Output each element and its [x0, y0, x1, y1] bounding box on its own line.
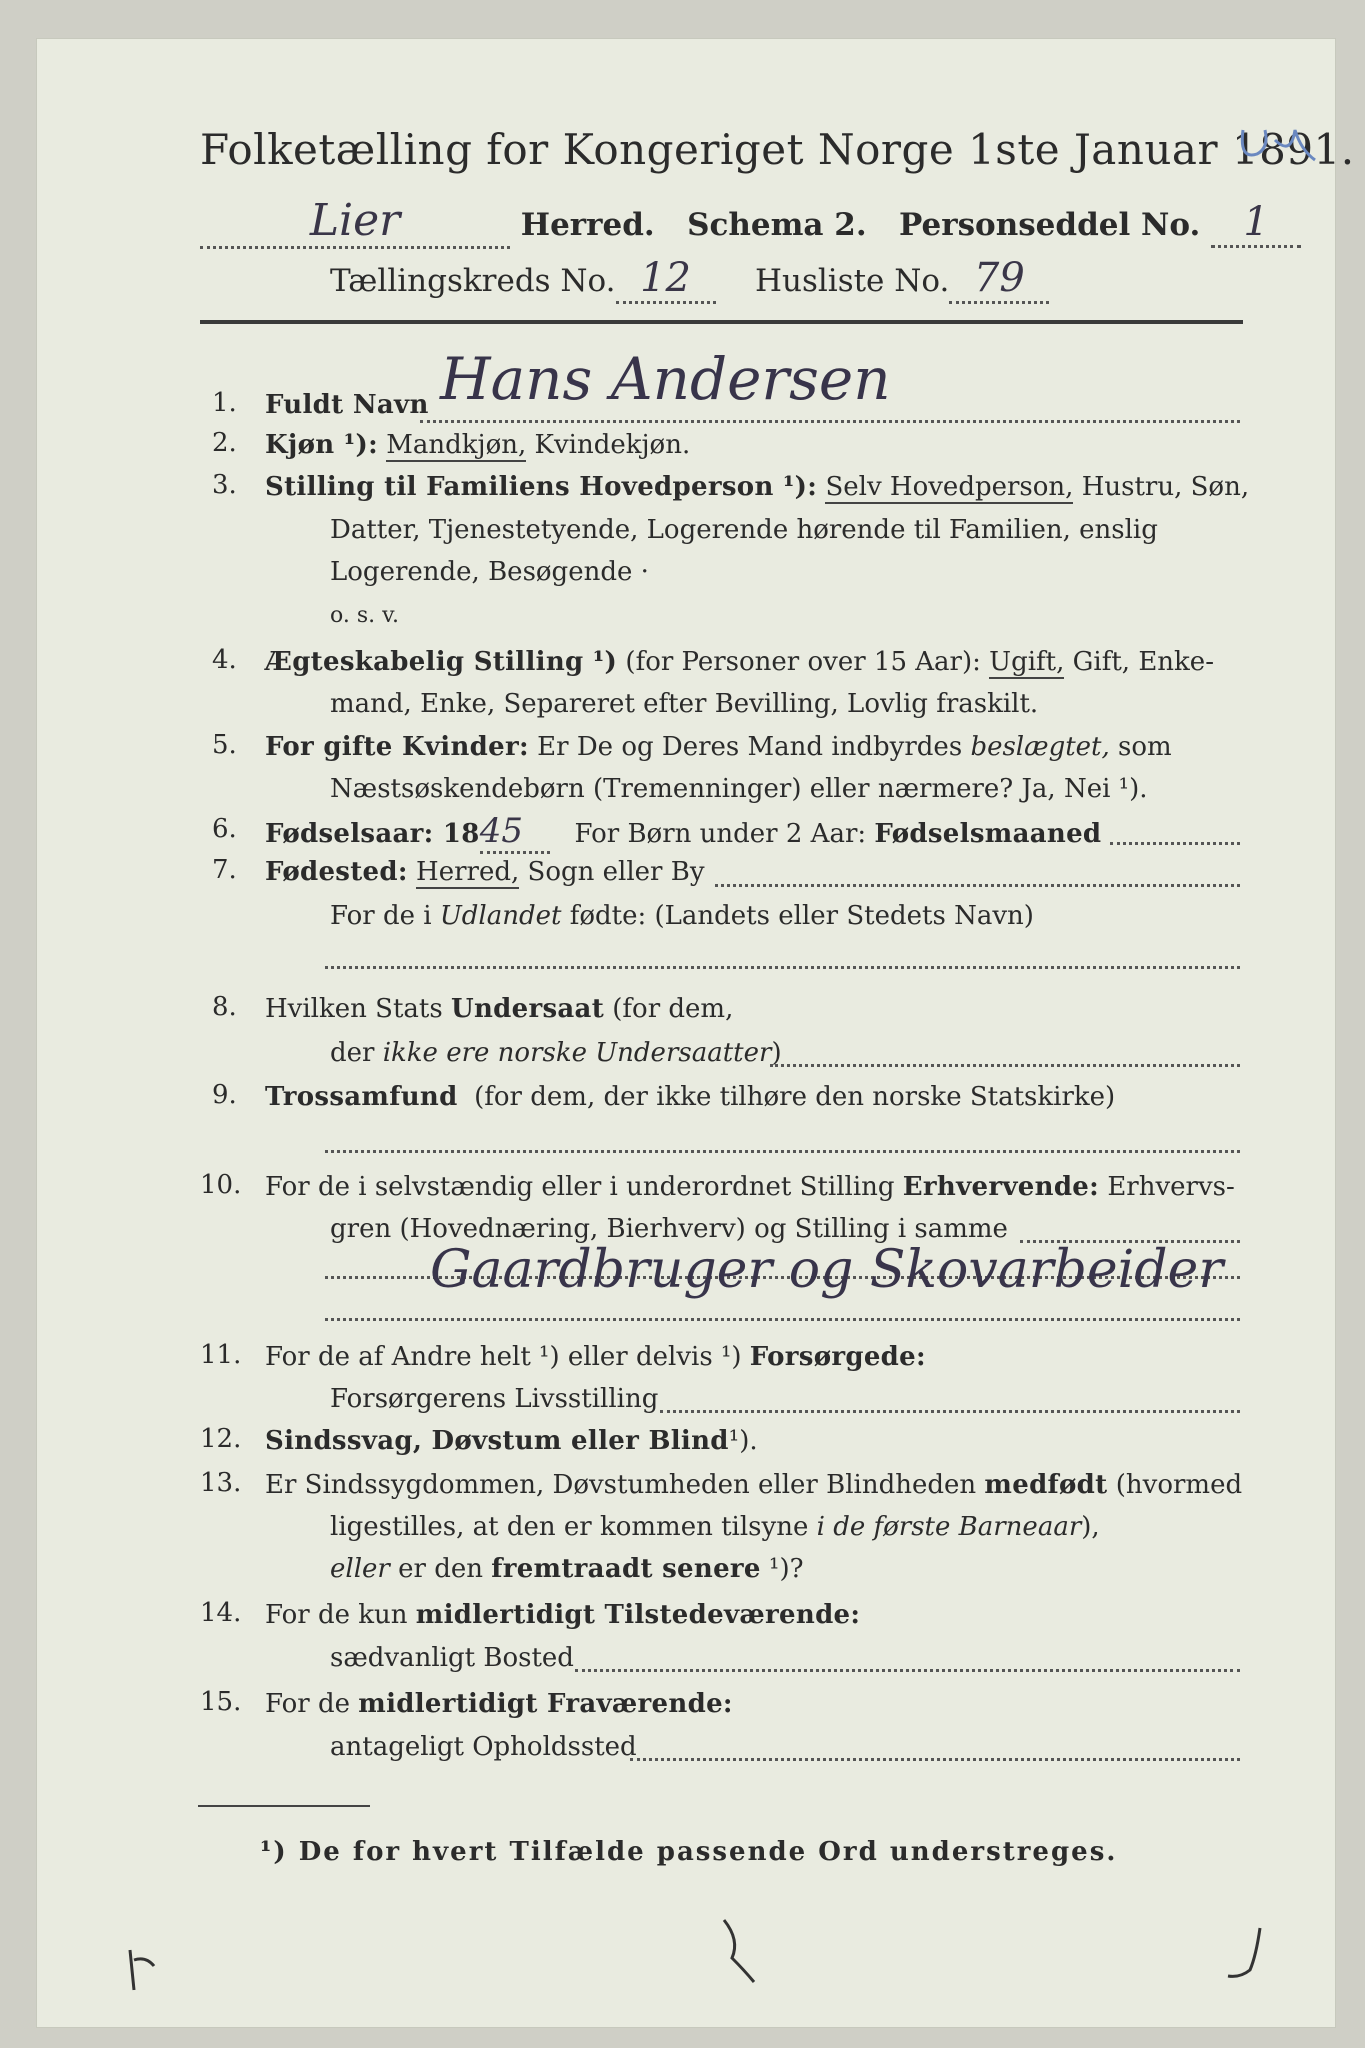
q10-label: Erhvervende: — [902, 1172, 1100, 1202]
personseddel-label: Personseddel No. — [899, 207, 1201, 243]
q10-answer: Gaardbruger og Skovarbeider — [430, 1240, 1224, 1300]
q13-line2-a: ligestilles, at den er kommen tilsyne — [330, 1512, 809, 1542]
q15-dotline — [630, 1758, 1240, 1761]
husliste-label: Husliste No. — [754, 263, 950, 299]
form-title — [200, 125, 1355, 174]
q13-line2-b: ), — [1081, 1512, 1100, 1542]
footnote-rule — [198, 1805, 370, 1807]
q11-text: For de af Andre helt ¹) eller delvis ¹) — [265, 1342, 742, 1372]
q3-label: Stilling til Familiens Hovedperson ¹): — [265, 472, 818, 502]
q8-dotline — [770, 1064, 1240, 1067]
herred-line — [200, 195, 1301, 249]
q8-line2-italic: ikke ere norske Undersaatter — [382, 1038, 772, 1068]
footnote: ¹) De for hvert Tilfælde passende Ord understreges. — [260, 1837, 1118, 1867]
q12-text: ¹). — [728, 1426, 758, 1456]
q1-label: Fuldt Navn — [265, 390, 429, 420]
q13-line3-italic: eller — [330, 1554, 390, 1584]
q15-text: For de — [265, 1689, 350, 1719]
q13-text2: (hvormed — [1115, 1470, 1243, 1500]
husliste-value: 79 — [949, 255, 1049, 304]
q8-text2: (for dem, — [612, 994, 734, 1024]
q4-label: Ægteskabelig Stilling ¹) — [265, 647, 618, 677]
q10-line2: gren (Hovednæring, Bierhverv) og Stilling i samme — [330, 1214, 1008, 1244]
q3-options-rest: Hustru, Søn, — [1081, 472, 1250, 502]
q15-line2: antageligt Opholdssted — [330, 1732, 637, 1762]
q9-number: 9. — [212, 1080, 237, 1110]
q8-line2-a: der — [330, 1038, 375, 1068]
q10-text: For de i selvstændig eller i underordnet Stilling — [265, 1172, 895, 1202]
q13-line2 — [330, 1507, 1100, 1547]
herred-value: Lier — [200, 195, 510, 249]
q14-text: For de kun — [265, 1600, 408, 1630]
q7-line2-a: For de i — [330, 901, 432, 931]
q2-line — [265, 425, 690, 465]
q8-label: Undersaat — [450, 994, 605, 1024]
q11-label: Forsørgede: — [749, 1342, 926, 1372]
q7-dotline2 — [325, 966, 1240, 969]
q4-text: (for Personer over 15 Aar): — [625, 647, 981, 677]
q12-number: 12. — [200, 1424, 242, 1454]
q7-number: 7. — [212, 855, 237, 885]
q3-line3: Logerende, Besøgende · — [330, 557, 649, 587]
q15-line1 — [265, 1684, 733, 1724]
q4-number: 4. — [212, 645, 237, 675]
q6-label: Fødselsaar: 18 — [265, 819, 480, 849]
schema-label: Schema 2. — [687, 207, 867, 243]
q15-number: 15. — [200, 1687, 242, 1717]
pencil-mark-center — [710, 1910, 770, 1990]
q4-option-ugift: Ugift, — [989, 647, 1065, 677]
q2-option-mandkjon: Mandkjøn, — [386, 430, 527, 460]
q7-line2 — [330, 896, 1034, 936]
q13-line2-italic: i de første Barneaar — [816, 1512, 1082, 1542]
q13-line1 — [265, 1465, 1242, 1505]
q5-label: For gifte Kvinder: — [265, 732, 529, 762]
q8-text: Hvilken Stats — [265, 994, 443, 1024]
q1-answer: Hans Andersen — [440, 345, 891, 413]
q9-label: Trossamfund — [265, 1082, 458, 1112]
q6-year-value: 45 — [480, 811, 550, 854]
q2-label: Kjøn ¹): — [265, 430, 378, 460]
herred-label: Herred. — [520, 207, 655, 243]
pencil-mark-left — [120, 1940, 180, 2000]
q7-line2-italic: Udlandet — [439, 901, 562, 931]
q14-number: 14. — [200, 1598, 242, 1628]
q11-number: 11. — [200, 1340, 242, 1370]
q4-line2: mand, Enke, Separeret efter Bevilling, Lovlig fraskilt. — [330, 689, 1039, 719]
header-rule — [200, 320, 1243, 324]
q1-dotline — [420, 420, 1240, 423]
q5-number: 5. — [212, 730, 237, 760]
q7-options-rest: Sogn eller By — [527, 857, 705, 887]
q11-line1 — [265, 1337, 926, 1377]
q1-number: 1. — [212, 388, 237, 418]
q10-line1 — [265, 1167, 1235, 1207]
q12-line — [265, 1421, 758, 1461]
q11-dotline — [660, 1410, 1240, 1413]
q5-line2: Næstsøskendebørn (Tremenninger) eller nærmere? Ja, Nei ¹). — [330, 774, 1148, 804]
q5-text2: som — [1118, 732, 1172, 762]
q12-label: Sindssvag, Døvstum eller Blind — [265, 1426, 729, 1456]
personseddel-value: 1 — [1211, 199, 1301, 248]
q6-text: For Børn under 2 Aar: — [574, 819, 867, 849]
q4-line1 — [265, 642, 1214, 682]
q3-number: 3. — [212, 470, 237, 500]
q7-option-herred: Herred, — [416, 857, 520, 887]
q14-label: midlertidigt Tilstedeværende: — [415, 1600, 861, 1630]
q10-text2: Erhvervs- — [1107, 1172, 1235, 1202]
q3-line2: Datter, Tjenestetyende, Logerende hørende til Familien, enslig — [330, 515, 1158, 545]
q2-number: 2. — [212, 428, 237, 458]
q2-option-kvindekjon: Kvindekjøn. — [534, 430, 691, 460]
q5-text: Er De og Deres Mand indbyrdes — [537, 732, 963, 762]
q9-text: (for dem, der ikke tilhøre den norske Statskirke) — [474, 1082, 1116, 1112]
q10-dotline3 — [325, 1318, 1240, 1321]
blue-pencil-mark — [1235, 120, 1325, 180]
q5-line1 — [265, 727, 1172, 767]
q3-line4: o. s. v. — [330, 603, 399, 628]
q11-line2: Forsørgerens Livsstilling — [330, 1384, 659, 1414]
q9-dotline — [325, 1150, 1240, 1153]
q13-line3-c: ¹)? — [769, 1554, 804, 1584]
kreds-line — [330, 255, 1049, 304]
q13-number: 13. — [200, 1468, 242, 1498]
q14-line2: sædvanligt Bosted — [330, 1643, 574, 1673]
q6-number: 6. — [212, 814, 237, 844]
q13-line3-a: er den — [398, 1554, 483, 1584]
q7-label: Fødested: — [265, 857, 408, 887]
q15-label: midlertidigt Fraværende: — [358, 1689, 733, 1719]
q13-text: Er Sindssygdommen, Døvstumheden eller Blindheden — [265, 1470, 977, 1500]
q6-line — [265, 811, 1101, 854]
q6-dotline — [1110, 842, 1240, 845]
q1-line — [265, 385, 429, 425]
q14-dotline — [575, 1669, 1240, 1672]
q13-line3 — [330, 1549, 804, 1589]
q7-line2-b: fødte: (Landets eller Stedets Navn) — [569, 901, 1034, 931]
pencil-mark-right — [1220, 1920, 1280, 1990]
q13-line3-bold: fremtraadt senere — [491, 1554, 761, 1584]
q7-dotline1 — [715, 884, 1240, 887]
q4-options-rest: Gift, Enke- — [1072, 647, 1214, 677]
q7-line1 — [265, 852, 705, 892]
q10-number: 10. — [200, 1170, 242, 1200]
q6-label2: Fødselsmaaned — [874, 819, 1102, 849]
q3-option-selv-hovedperson: Selv Hovedperson, — [825, 472, 1074, 502]
q13-label: medfødt — [984, 1470, 1108, 1500]
q3-line1 — [265, 467, 1249, 507]
kreds-value: 12 — [616, 255, 716, 304]
q8-line2: der ikke ere norske Undersaatter) — [330, 1038, 782, 1068]
title-text: Folketælling for Kongeriget Norge 1ste Januar 1891. — [200, 125, 1355, 174]
q9-line — [265, 1077, 1115, 1117]
q8-line1 — [265, 989, 733, 1029]
q14-line1 — [265, 1595, 860, 1635]
q8-number: 8. — [212, 992, 237, 1022]
kreds-label: Tællingskreds No. — [330, 263, 616, 299]
q5-italic: beslægtet, — [970, 732, 1110, 762]
